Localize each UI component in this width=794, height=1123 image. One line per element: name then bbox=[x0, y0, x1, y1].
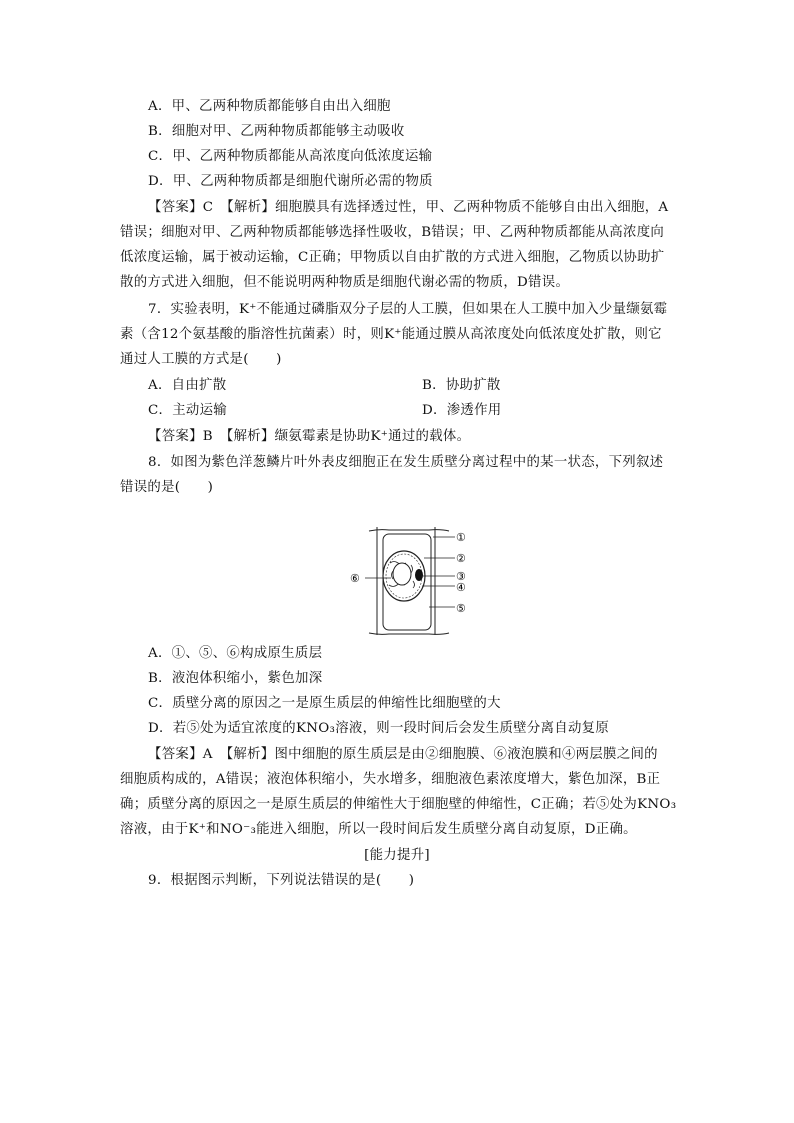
q8-answer-line: 【答案】A 【解析】图中细胞的原生质层是由②细胞膜、⑥液泡膜和④两层膜之间的 bbox=[148, 747, 658, 762]
label-6: ⑥ bbox=[350, 572, 360, 585]
q8-option-d: D．若⑤处为适宜浓度的KNO₃溶液，则一段时间后会发生质壁分离自动复原 bbox=[148, 721, 610, 736]
q7-answer: 【答案】B 【解析】缬氨霉素是协助K⁺通过的载体。 bbox=[148, 429, 471, 444]
q8-stem-line: 8．如图为紫色洋葱鳞片叶外表皮细胞正在发生质壁分离过程中的某一状态，下列叙述 bbox=[148, 455, 664, 470]
q6-option-d: D．甲、乙两种物质都是细胞代谢所必需的物质 bbox=[148, 174, 433, 189]
nucleus bbox=[415, 569, 423, 581]
q8-option-c: C．质壁分离的原因之一是原生质层的伸缩性比细胞壁的大 bbox=[148, 696, 501, 711]
q6-answer-line: 错误；细胞对甲、乙两种物质都能够选择性吸收，B错误；甲、乙两种物质都能从高浓度向 bbox=[120, 225, 665, 240]
q7-option-c: C．主动运输 bbox=[148, 403, 227, 418]
q8-stem-line: 错误的是( ) bbox=[120, 480, 214, 495]
label-1: ① bbox=[456, 531, 466, 544]
q8-option-b: B．液泡体积缩小，紫色加深 bbox=[148, 671, 323, 686]
q8-answer-line: 确；质壁分离的原因之一是原生质层的伸缩性大于细胞壁的伸缩性，C正确；若⑤处为KNO₃ bbox=[120, 797, 677, 812]
q6-option-a: A．甲、乙两种物质都能够自由出入细胞 bbox=[148, 99, 391, 114]
label-3: ③ bbox=[456, 570, 466, 583]
q8-answer-line: 细胞质构成的，A错误；液泡体积缩小，失水增多，细胞液色素浓度增大，紫色加深，B正 bbox=[120, 772, 661, 787]
q7-option-d: D．渗透作用 bbox=[422, 403, 502, 418]
q7-option-a: A．自由扩散 bbox=[148, 378, 227, 393]
q8-answer-line: 溶液，由于K⁺和NO⁻₃能进入细胞，所以一段时间后发生质壁分离自动复原，D正确。 bbox=[120, 822, 637, 837]
q8-option-a: A．①、⑤、⑥构成原生质层 bbox=[148, 646, 323, 661]
plasmolysis-cell-figure bbox=[345, 525, 480, 639]
q7-stem-line: 通过人工膜的方式是( ) bbox=[120, 352, 282, 367]
q7-option-b: B．协助扩散 bbox=[422, 378, 501, 393]
q6-answer-line: 散的方式进入细胞，但不能说明两种物质是细胞代谢必需的物质，D错误。 bbox=[120, 275, 570, 290]
label-4: ④ bbox=[456, 581, 466, 594]
q7-stem-line: 素（含12个氨基酸的脂溶性抗菌素）时，则K⁺能通过膜从高浓度处向低浓度处扩散，则它 bbox=[120, 327, 662, 342]
q9-stem: 9．根据图示判断，下列说法错误的是( ) bbox=[148, 873, 415, 888]
q6-option-b: B．细胞对甲、乙两种物质都能够主动吸收 bbox=[148, 124, 405, 139]
label-2: ② bbox=[456, 552, 466, 565]
q6-answer-line: 【答案】C 【解析】细胞膜具有选择透过性，甲、乙两种物质不能够自由出入细胞，A bbox=[148, 200, 669, 215]
q6-answer-line: 低浓度运输，属于被动运输，C正确；甲物质以自由扩散的方式进入细胞，乙物质以协助扩 bbox=[120, 250, 665, 265]
label-5: ⑤ bbox=[456, 602, 466, 615]
q7-stem-line: 7．实验表明，K⁺不能通过磷脂双分子层的人工膜，但如果在人工膜中加入少量缬氨霉 bbox=[148, 302, 668, 317]
q6-option-c: C．甲、乙两种物质都能从高浓度向低浓度运输 bbox=[148, 149, 433, 164]
section-title: [能力提升] bbox=[364, 848, 430, 863]
vacuole bbox=[393, 563, 411, 585]
